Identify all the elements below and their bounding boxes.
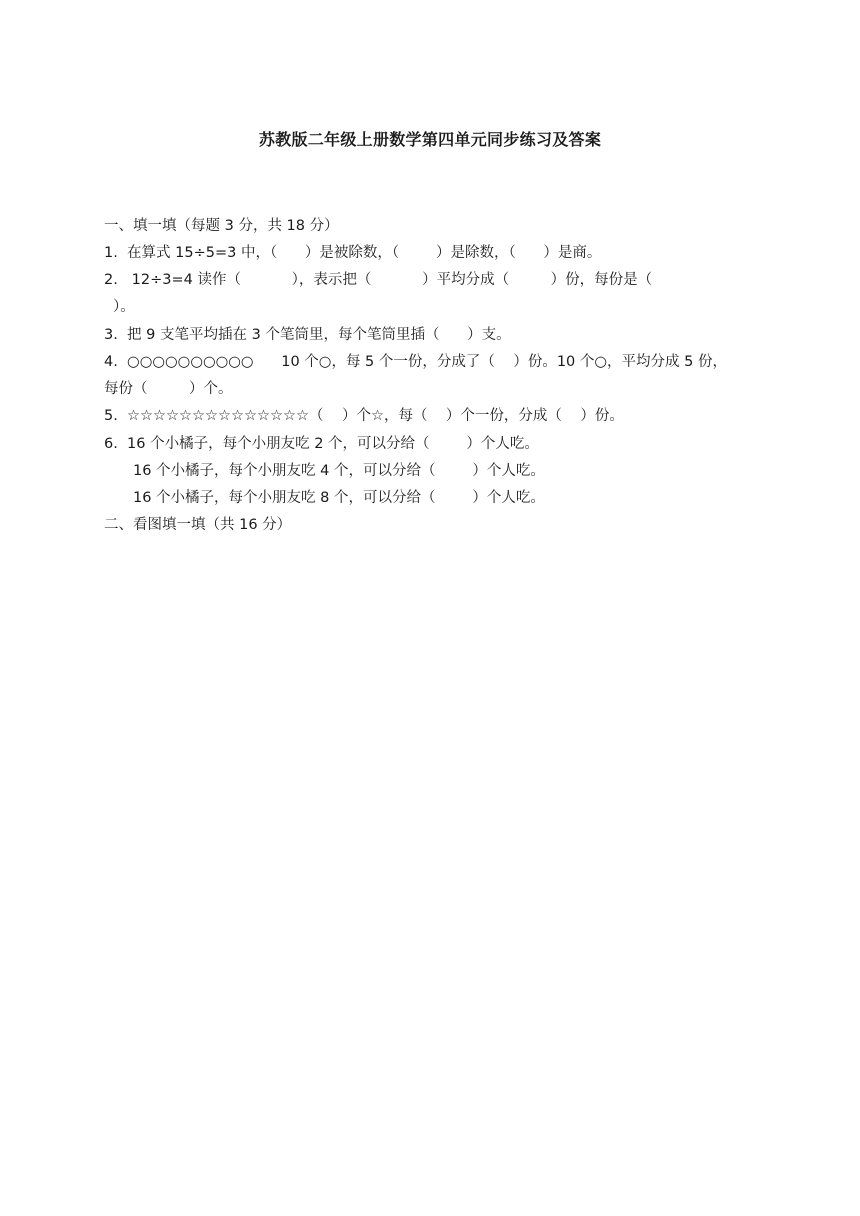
question-3: 3. 把 9 支笔平均插在 3 个笔筒里，每个笔筒里插（ ）支。 [104, 327, 511, 343]
section-heading-fill-in: 一、填一填（每题 3 分，共 18 分） [104, 218, 339, 234]
question-5: 5. ☆☆☆☆☆☆☆☆☆☆☆☆☆☆（ ）个☆，每（ ）个一份，分成（ ）份。 [104, 408, 624, 424]
section-heading-picture-fill: 二、看图填一填（共 16 分） [104, 517, 292, 533]
document-title: 苏教版二年级上册数学第四单元同步练习及答案 [258, 130, 602, 149]
question-6-part-2: 16 个小橘子，每个小朋友吃 4 个，可以分给（ ）个人吃。 [133, 463, 545, 479]
question-4: 4. ○○○○○○○○○○ 10 个○，每 5 个一份，分成了（ ）份。10 个○，平均分成 5 份， [104, 354, 727, 370]
question-2-continued: ）。 [113, 299, 135, 315]
question-6: 6. 16 个小橘子，每个小朋友吃 2 个，可以分给（ ）个人吃。 [104, 436, 539, 452]
question-2: 2. 12÷3=4 读作（ ），表示把（ ）平均分成（ ）份，每份是（ [104, 272, 653, 288]
question-4-continued: 每份（ ）个。 [104, 381, 233, 397]
question-1: 1. 在算式 15÷5=3 中，（ ）是被除数，（ ）是除数，（ ）是商。 [104, 245, 602, 261]
question-6-part-3: 16 个小橘子，每个小朋友吃 8 个，可以分给（ ）个人吃。 [133, 490, 545, 506]
